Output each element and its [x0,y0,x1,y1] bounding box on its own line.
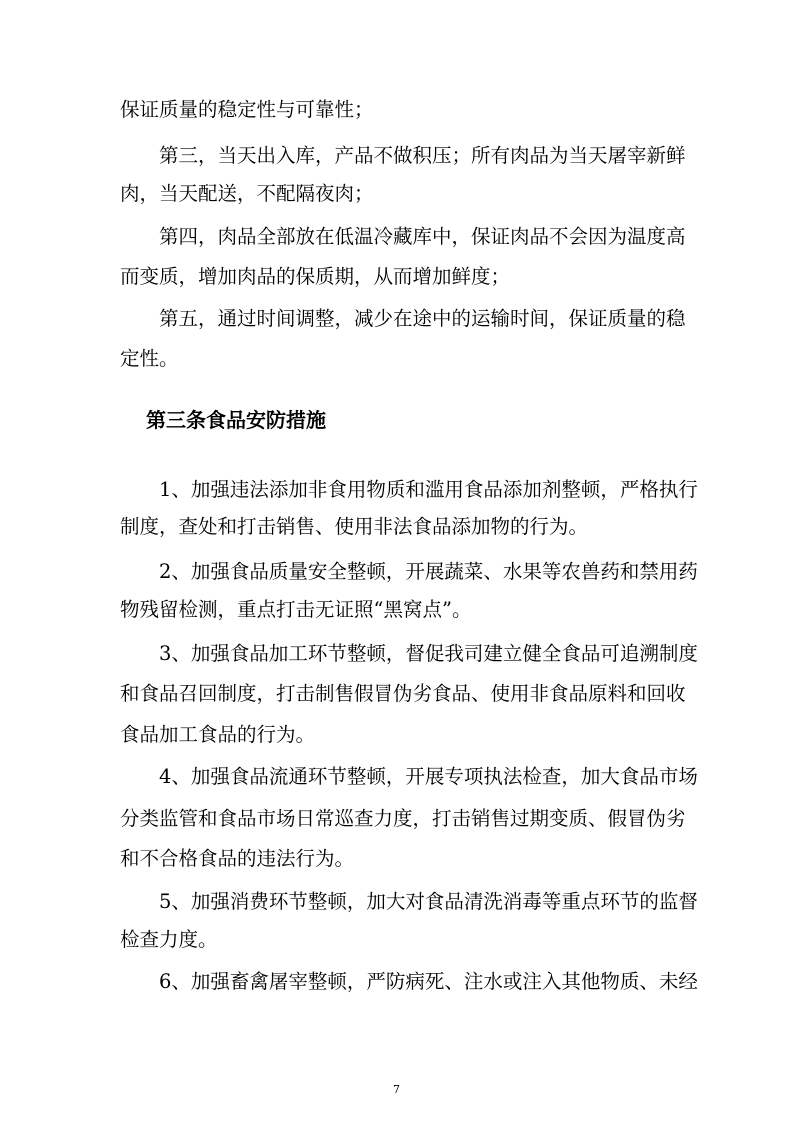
section-text-line: 2、加强食品质量安全整顿，开展蔬菜、水果等农兽药和禁用药 [159,560,698,583]
section-text-line: 和不合格食品的违法行为。 [120,847,355,870]
section-text-line: 1、加强违法添加非食用物质和滥用食品添加剂整顿，严格执行 [159,478,698,501]
body-text-line: 而变质，增加肉品的保质期，从而增加鲜度； [120,265,511,288]
body-text-line: 定性。 [120,347,179,370]
body-text-line: 第五，通过时间调整，减少在途中的运输时间，保证质量的稳 [159,307,686,330]
section-text-line: 6、加强畜禽屠宰整顿，严防病死、注水或注入其他物质、未经 [159,970,698,993]
section-heading: 第三条食品安防措施 [146,408,326,432]
section-text-line: 物残留检测，重点打击无证照“黑窝点”。 [120,598,472,621]
body-text-line: 第四，肉品全部放在低温冷藏库中，保证肉品不会因为温度高 [159,225,686,248]
body-text-line: 保证质量的稳定性与可靠性； [120,98,374,121]
section-text-line: 检查力度。 [120,928,218,951]
body-text-line: 肉，当天配送，不配隔夜肉； [120,182,374,205]
section-text-line: 4、加强食品流通环节整顿，开展专项执法检查，加大食品市场 [159,765,698,788]
section-text-line: 和食品召回制度，打击制售假冒伪劣食品、使用非食品原料和回收 [120,682,686,705]
section-text-line: 食品加工食品的行为。 [120,723,316,746]
body-text-line: 第三，当天出入库，产品不做积压；所有肉品为当天屠宰新鲜 [159,144,686,167]
section-text-line: 分类监管和食品市场日常巡查力度，打击销售过期变质、假冒伪劣 [120,807,686,830]
section-text-line: 制度，查处和打击销售、使用非法食品添加物的行为。 [120,515,589,538]
page-number: 7 [393,1083,400,1096]
section-text-line: 3、加强食品加工环节整顿，督促我司建立健全食品可追溯制度 [159,642,698,665]
section-text-line: 5、加强消费环节整顿，加大对食品清洗消毒等重点环节的监督 [159,890,698,913]
